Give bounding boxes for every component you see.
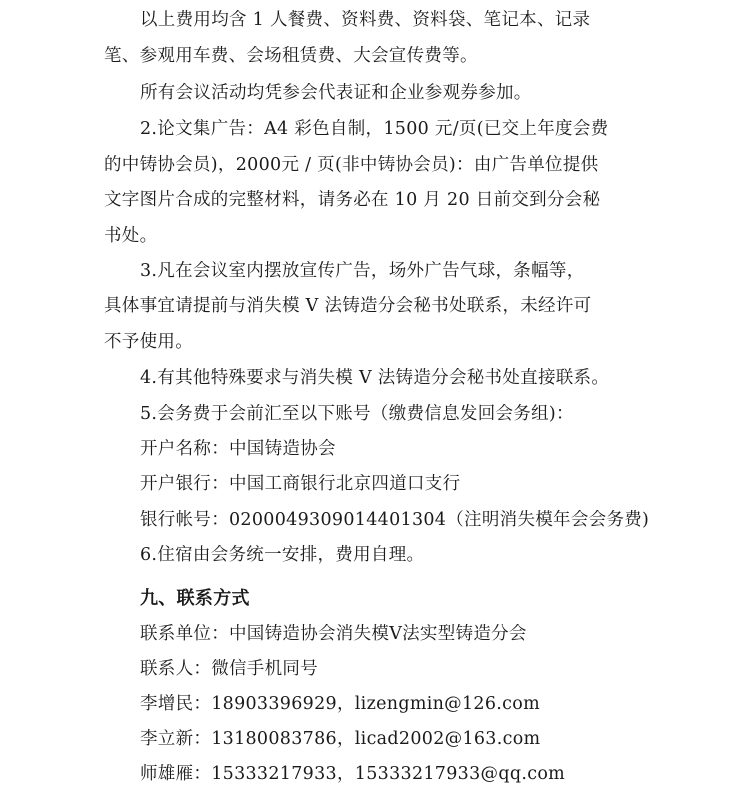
item-2-line: 2.论文集广告：A4 彩色自制，1500 元/页(已交上年度会费 (140, 119, 609, 139)
item-3-line: 具体事宜请提前与消失模 V 法铸造分会秘书处联系，未经许可 (104, 296, 592, 316)
item-4: 4.有其他特殊要求与消失模 V 法铸造分会秘书处直接联系。 (140, 368, 610, 388)
item-3-line: 不予使用。 (104, 332, 193, 352)
item-5-line: 5.会务费于会前汇至以下账号（缴费信息发回会务组)： (140, 404, 574, 424)
contact-entry: 李立新：13180083786，licad2002@163.com (140, 729, 541, 749)
attendance-note: 所有会议活动均凭参会代表证和企业参观券参加。 (140, 83, 532, 103)
contact-entry: 师雄雁：15333217933，15333217933@qq.com (140, 764, 566, 784)
contact-heading: 九、联系方式 (140, 588, 250, 609)
item-2-line: 文字图片合成的完整材料，请务必在 10 月 20 日前交到分会秘 (104, 190, 601, 210)
item-2-line: 书处。 (104, 226, 158, 246)
contact-entry: 李增民：18903396929，lizengmin@126.com (140, 694, 540, 714)
fees-text-line: 以上费用均含 1 人餐费、资料费、资料袋、笔记本、记录 (140, 10, 591, 30)
account-number: 银行帐号：0200049309014401304（注明消失模年会会务费) (140, 510, 650, 530)
account-bank: 开户银行：中国工商银行北京四道口支行 (140, 474, 461, 494)
item-3-line: 3.凡在会议室内摆放宣传广告，场外广告气球，条幅等， (140, 261, 585, 281)
fees-text-line: 笔、参观用车费、会场租赁费、大会宣传费等。 (104, 46, 478, 66)
contact-unit: 联系单位：中国铸造协会消失模Ⅴ法实型铸造分会 (140, 624, 527, 644)
item-2-line: 的中铸协会员)，2000元 / 页(非中铸协会员)：由广告单位提供 (104, 155, 599, 175)
contact-person: 联系人：微信手机同号 (140, 659, 318, 679)
account-name: 开户名称：中国铸造协会 (140, 439, 336, 459)
item-6: 6.住宿由会务统一安排，费用自理。 (140, 545, 425, 565)
